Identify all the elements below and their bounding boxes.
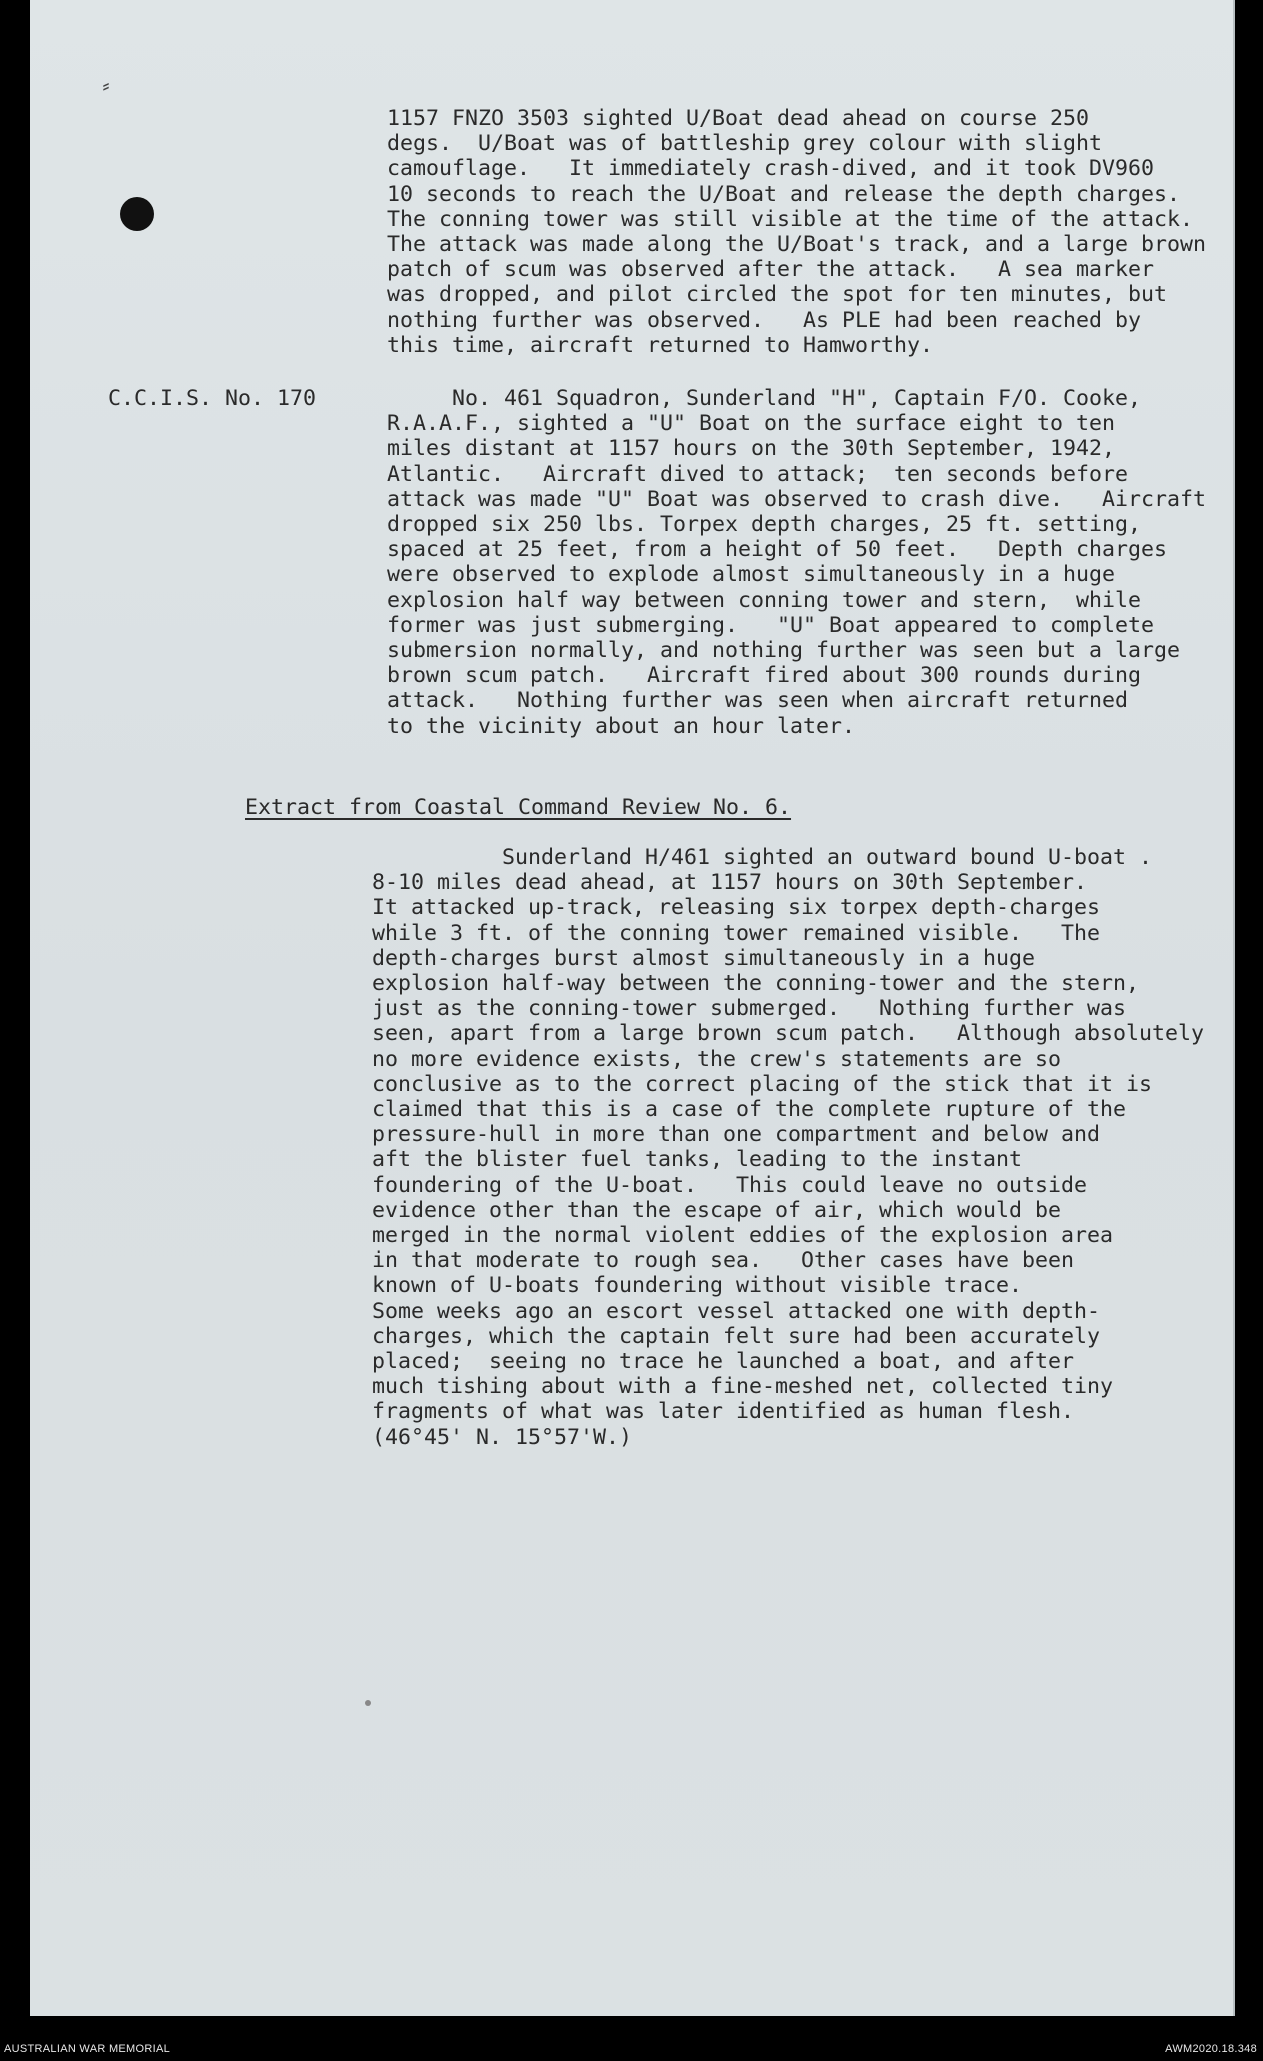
- pencil-mark: ⸗: [100, 76, 113, 99]
- section-heading: Extract from Coastal Command Review No. 6.: [245, 795, 792, 820]
- punch-hole: [120, 197, 154, 231]
- footer-catalogue-id: AWM2020.18.348: [1165, 2043, 1257, 2055]
- paragraph-review-extract: Sunderland H/461 sighted an outward bound U-boat . 8-10 miles dead ahead, at 1157 hours on 30th September. It attacked up-track, releasing six torpex depth-charges while 3 ft. of the conning tower remained visible. The depth-charges burst almost simultaneously in a huge explosion half-way between the conning-tower and the stern, just as the conning-tower submerged. Nothing further was seen, apart from a large brown scum patch. Although absolutely no more evidence exists, the crew's statements are so conclusive as to the correct placing of the stick that it is claimed that this is a case of the complete rupture of the pressure-hull in more than one compartment and below and aft the blister fuel tanks, leading to the instant foundering of the U-boat. This could leave no outside evidence other than the escape of air, which would be merged in the normal violent eddies of the explosion area in that moderate to rough sea. Other cases have been known of U-boats foundering without visible trace. Some weeks ago an escort vessel attacked one with depth- charges, which the captain felt sure had been accurately placed; seeing no trace he launched a boat, and after much tishing about with a fine-meshed net, collected tiny fragments of what was later identified as human flesh. (46°45' N. 15°57'W.): [372, 845, 1205, 1450]
- reference-number: C.C.I.S. No. 170: [108, 386, 317, 411]
- paper-speck: [365, 1700, 371, 1706]
- paragraph-squadron-report: No. 461 Squadron, Sunderland "H", Captain F/O. Cooke, R.A.A.F., sighted a "U" Boat on the surface eight to ten miles distant at 1157 hours on the 30th September, 1942, Atlantic. Aircraft dived to attack; ten seconds before attack was made "U" Boat was observed to crash dive. Aircraft dropped six 250 lbs. Torpex depth charges, 25 ft. setting, spaced at 25 feet, from a height of 50 feet. Depth charges were observed to explode almost simultaneously in a huge explosion half way between conning tower and stern, while former was just submerging. "U" Boat appeared to complete submersion normally, and nothing further was seen but a large brown scum patch. Aircraft fired about 300 rounds during attack. Nothing further was seen when aircraft returned to the vicinity about an hour later.: [387, 386, 1207, 739]
- footer-institution: AUSTRALIAN WAR MEMORIAL: [4, 2043, 171, 2055]
- paragraph-sighting: 1157 FNZO 3503 sighted U/Boat dead ahead on course 250 degs. U/Boat was of battleship grey colour with slight camouflage. It immediately crash-dived, and it took DV960 10 seconds to reach the U/Boat and release the depth charges. The conning tower was still visible at the time of the attack. The attack was made along the U/Boat's track, and a large brown patch of scum was observed after the attack. A sea marker was dropped, and pilot circled the spot for ten minutes, but nothing further was observed. As PLE had been reached by this time, aircraft returned to Hamworthy.: [387, 106, 1207, 358]
- document-page: [30, 0, 1235, 2016]
